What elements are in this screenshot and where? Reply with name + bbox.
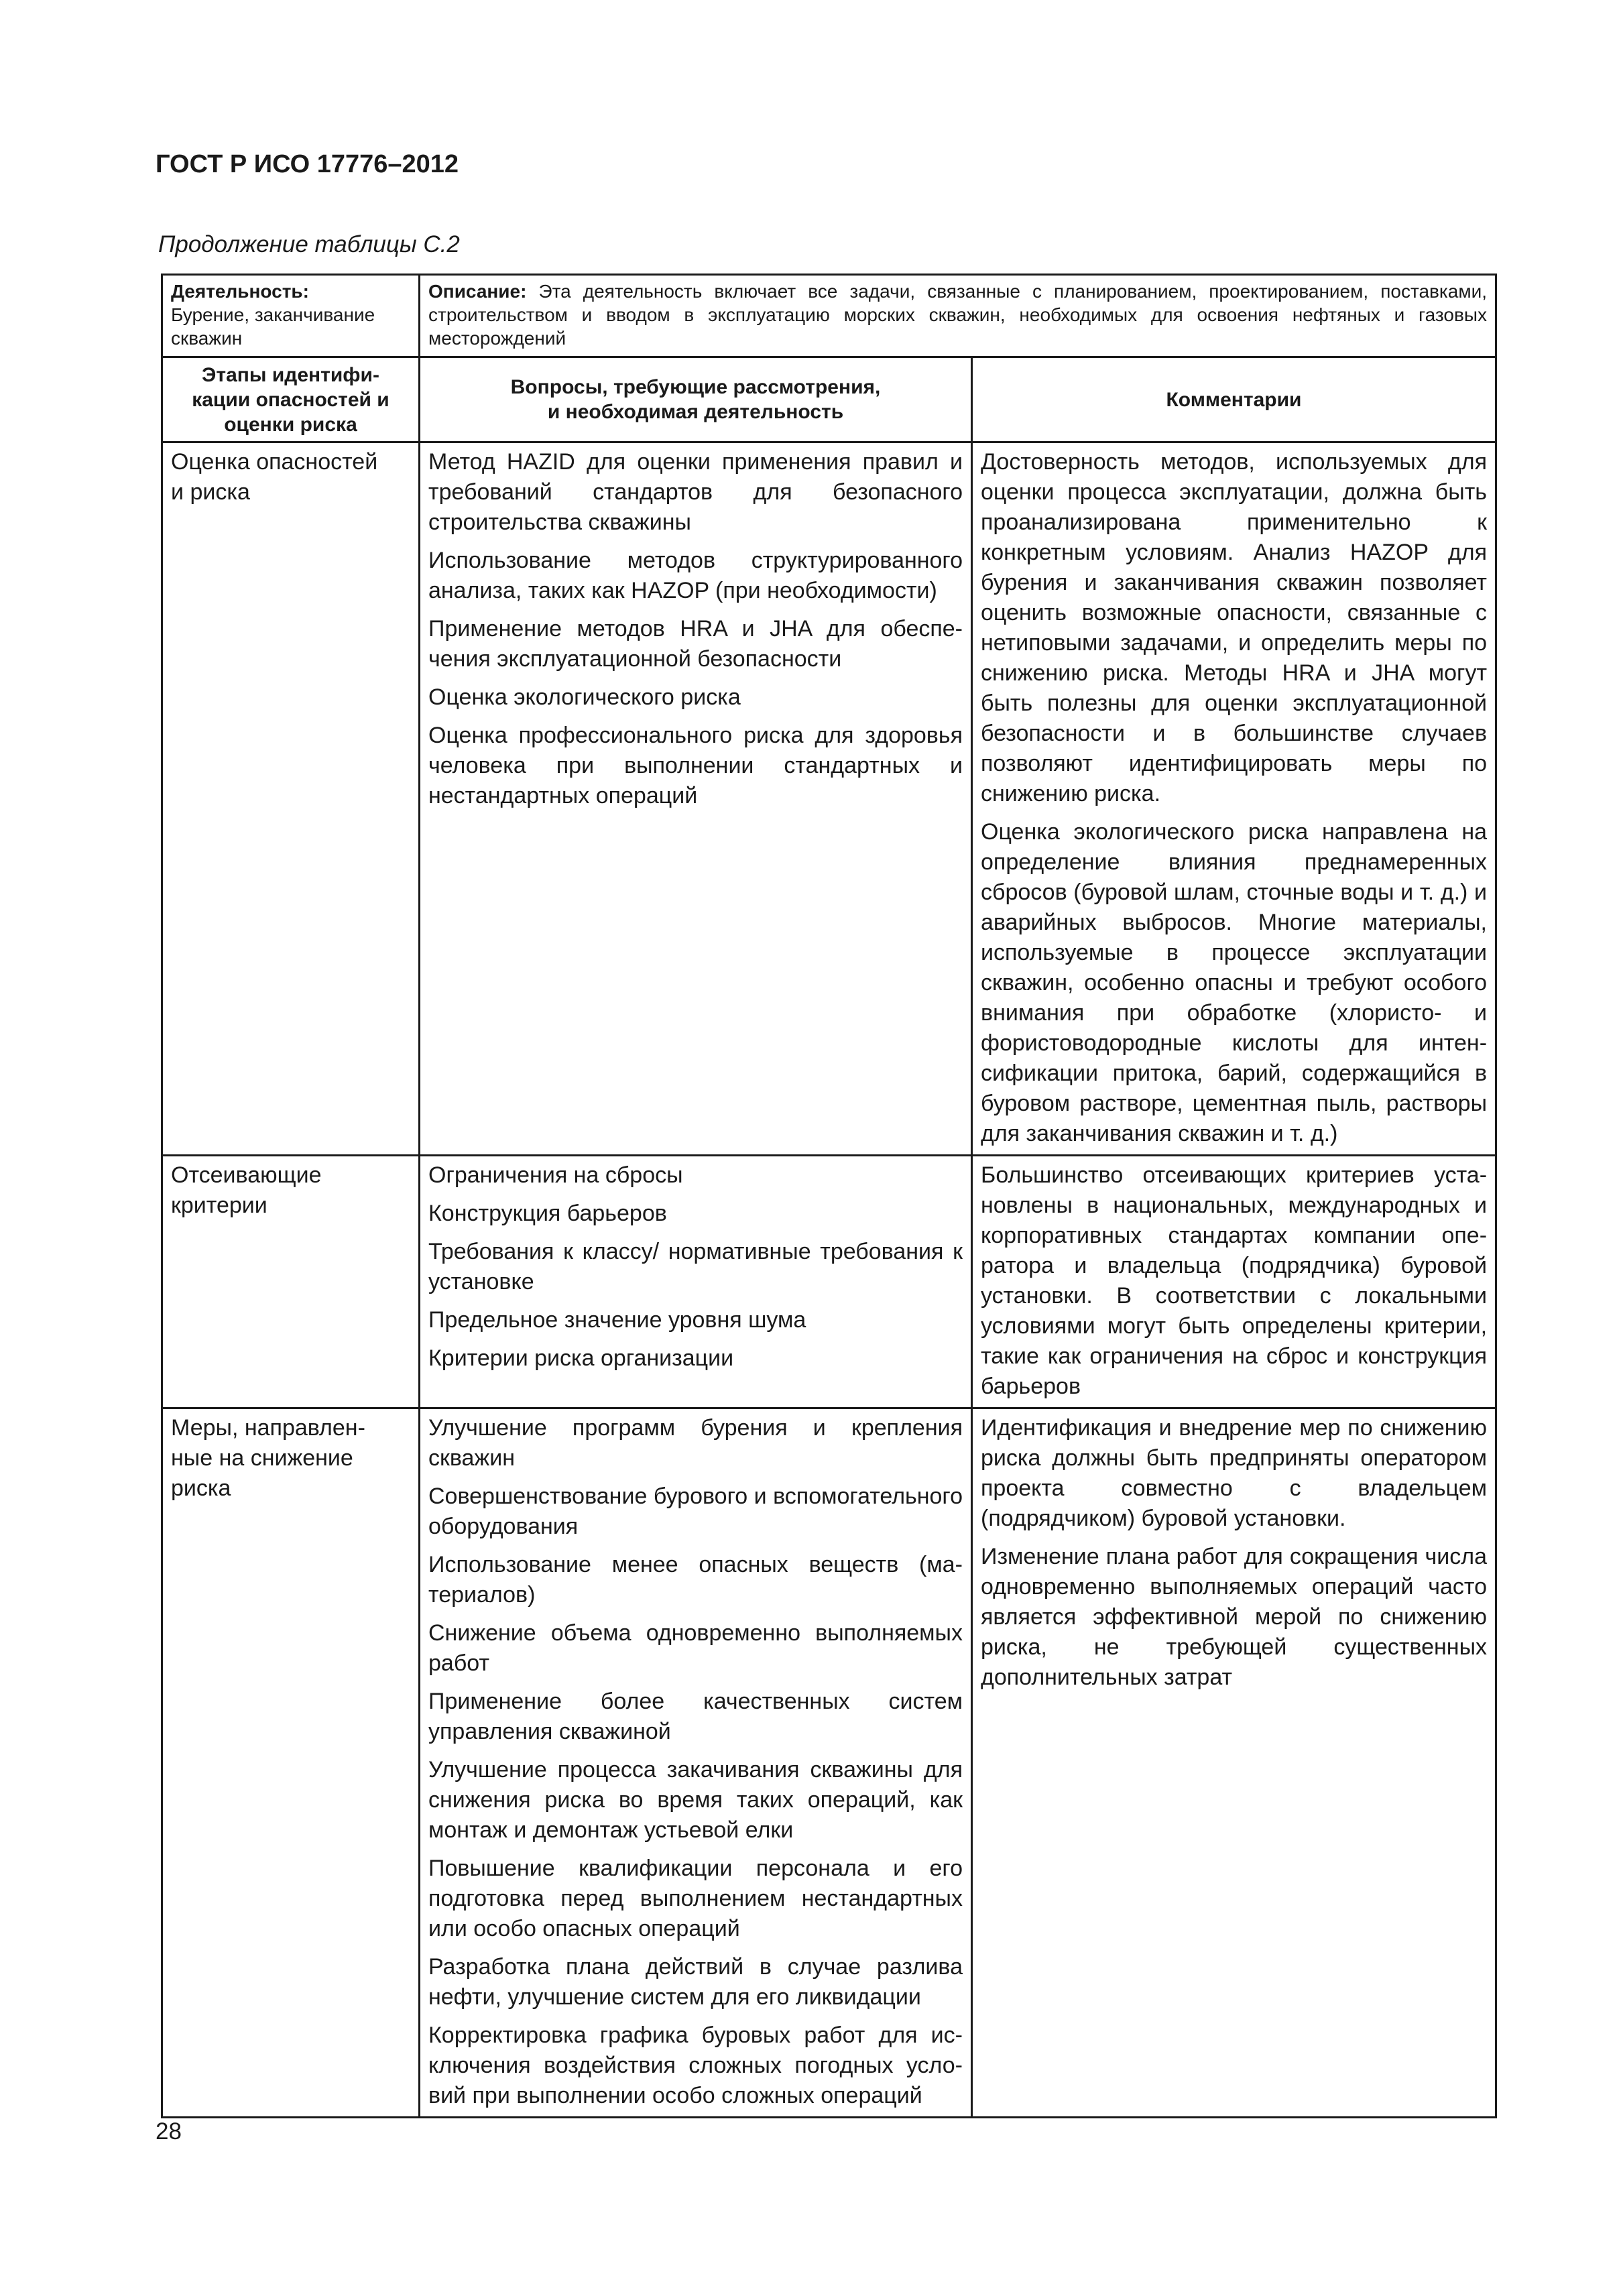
table-row (162, 1408, 1496, 2118)
column-header-stage-line1: Этапы идентифи- (202, 363, 379, 386)
question-item: Конструкция барьеров (428, 1201, 667, 1226)
description-label: Описание: (428, 281, 527, 302)
question-item: Корректировка графика буровых работ для исключения воздействия сложных погодных условий при выполнении особо сложных операций (428, 2022, 963, 2108)
stage-cell (162, 442, 420, 1156)
question-item: Применение более качественных систем управления скважиной (428, 1689, 963, 1744)
column-header-stage-line2: кации опасностей и (192, 388, 389, 411)
question-item: Оценка экологического риска (428, 684, 741, 710)
stage-line: Оценка опасностей (171, 449, 378, 475)
question-item: Улучшение программ бурения и крепления скважин (428, 1415, 963, 1471)
questions-cell (420, 1156, 972, 1408)
comment-paragraph: Большинство отсеивающих критериев установлены в национальных, международных и корпоративных стандартах компании оператора и владельца (подрядчика) буровой установки. В соответствии с локальными условиями могут быть определены критерии, такие как ограничения на сброс и конструкция барьеров (981, 1162, 1488, 1399)
activity-row (162, 275, 1496, 357)
comment-paragraph: Оценка экологического риска направлена на определение влияния преднамеренных сбросов (буровой шлам, сточные воды и т. д.) и аварийных выбросов. Многие материалы, используемые в процессе эксплуатации скважин, особенно опасны и требуют особого внимания при обработке (хлористо- и фористоводородные кислоты для интенсификации притока, барий, содержащийся в буровом растворе, цементная пыль, растворы для заканчивания скважин и т. д.) (981, 819, 1488, 1146)
question-item: Использование менее опасных веществ (материалов) (428, 1552, 963, 1608)
stage-line: ные на снижение (171, 1445, 353, 1471)
activity-value-line1: Бурение, заканчивание (171, 304, 375, 325)
comments-cell (972, 442, 1496, 1156)
activity-value-line2: скважин (171, 328, 243, 349)
stage-cell (162, 1408, 420, 2118)
column-header-questions (420, 357, 972, 442)
questions-cell (420, 1408, 972, 2118)
column-header-comments: Комментарии (972, 357, 1496, 442)
description-cell (420, 275, 1496, 357)
question-item: Ограничения на сбросы (428, 1162, 683, 1188)
question-item: Снижение объема одновременно выполняемых работ (428, 1620, 963, 1676)
comment-paragraph: Изменение плана работ для сокращения числа одновременно выполняемых операций часто является эффективной мерой по снижению риска, не требующей существенных дополнительных затрат (981, 1544, 1488, 1690)
column-header-row (162, 357, 1496, 442)
stage-line: и риска (171, 479, 250, 505)
stage-line: риска (171, 1475, 231, 1501)
comments-cell (972, 1156, 1496, 1408)
question-item: Критерии риска организации (428, 1345, 734, 1371)
column-header-questions-line2: и необходимая деятельность (547, 401, 844, 423)
column-header-stage (162, 357, 420, 442)
question-item: Повышение квалификации персонала и его подготовка перед выполнением нестандартных или особо опасных операций (428, 1856, 963, 1941)
table-row (162, 1156, 1496, 1408)
column-header-stage-line3: оценки риска (224, 413, 357, 436)
comment-paragraph: Идентификация и внедрение мер по снижению риска должны быть предприняты оператором проекта совместно с владельцем (подрядчиком) буровой установки. (981, 1415, 1488, 1531)
question-item: Требования к классу/ нормативные требования к установке (428, 1239, 963, 1294)
stage-line: Отсеивающие (171, 1162, 322, 1188)
question-item: Использование методов структурированного анализа, таких как HAZOP (при необходимости) (428, 548, 963, 603)
question-item: Применение методов HRA и JHA для обеспечения эксплуатационной безопасности (428, 616, 963, 672)
page-number: 28 (156, 2118, 182, 2144)
table-row (162, 442, 1496, 1156)
question-item: Разработка плана действий в случае разлива нефти, улучшение систем для его ликвидации (428, 1954, 963, 2010)
stage-line: критерии (171, 1193, 267, 1218)
question-item: Метод HAZID для оценки применения правил и требований стандартов для безопасного строительства скважины (428, 449, 963, 535)
stage-cell (162, 1156, 420, 1408)
activity-label: Деятельность: (171, 281, 309, 302)
comment-paragraph: Достоверность методов, используемых для оценки процесса эксплуатации, должна быть проанализирована применительно к конкретным условиям. Анализ HAZOP для бурения и заканчивания скважин позволяет оценить возможные опасности, связанные с нетиповыми задачами, и определить меры по снижению риска. Методы HRA и JHA могут быть полезны для оценки эксплуатационной безопасности и в большинстве случаев позволяют идентифицировать меры по снижению риска. (981, 449, 1488, 806)
column-header-questions-line1: Вопросы, требующие рассмотрения, (510, 376, 881, 398)
risk-table (161, 274, 1497, 2118)
stage-line: Меры, направлен- (171, 1415, 365, 1441)
question-item: Предельное значение уровня шума (428, 1307, 806, 1333)
activity-cell (162, 275, 420, 357)
question-item: Улучшение процесса закачивания скважины для снижения риска во время таких операций, как монтаж и демонтаж устьевой елки (428, 1757, 963, 1843)
table-caption: Продолжение таблицы С.2 (158, 231, 460, 257)
question-item: Оценка профессионального риска для здоровья человека при выполнении стандартных и нестандартных операций (428, 723, 963, 808)
document-code: ГОСТ Р ИСО 17776–2012 (156, 150, 459, 178)
question-item: Совершенствование бурового и вспомогательного оборудования (428, 1484, 963, 1539)
questions-cell (420, 442, 972, 1156)
description-text: Эта деятельность включает все задачи, связанные с планированием, проектированием, поставками, строительством и вводом в эксплуатацию морских скважин, необходимых для освоения нефтяных и газовых месторождений (428, 281, 1488, 349)
comments-cell (972, 1408, 1496, 2118)
